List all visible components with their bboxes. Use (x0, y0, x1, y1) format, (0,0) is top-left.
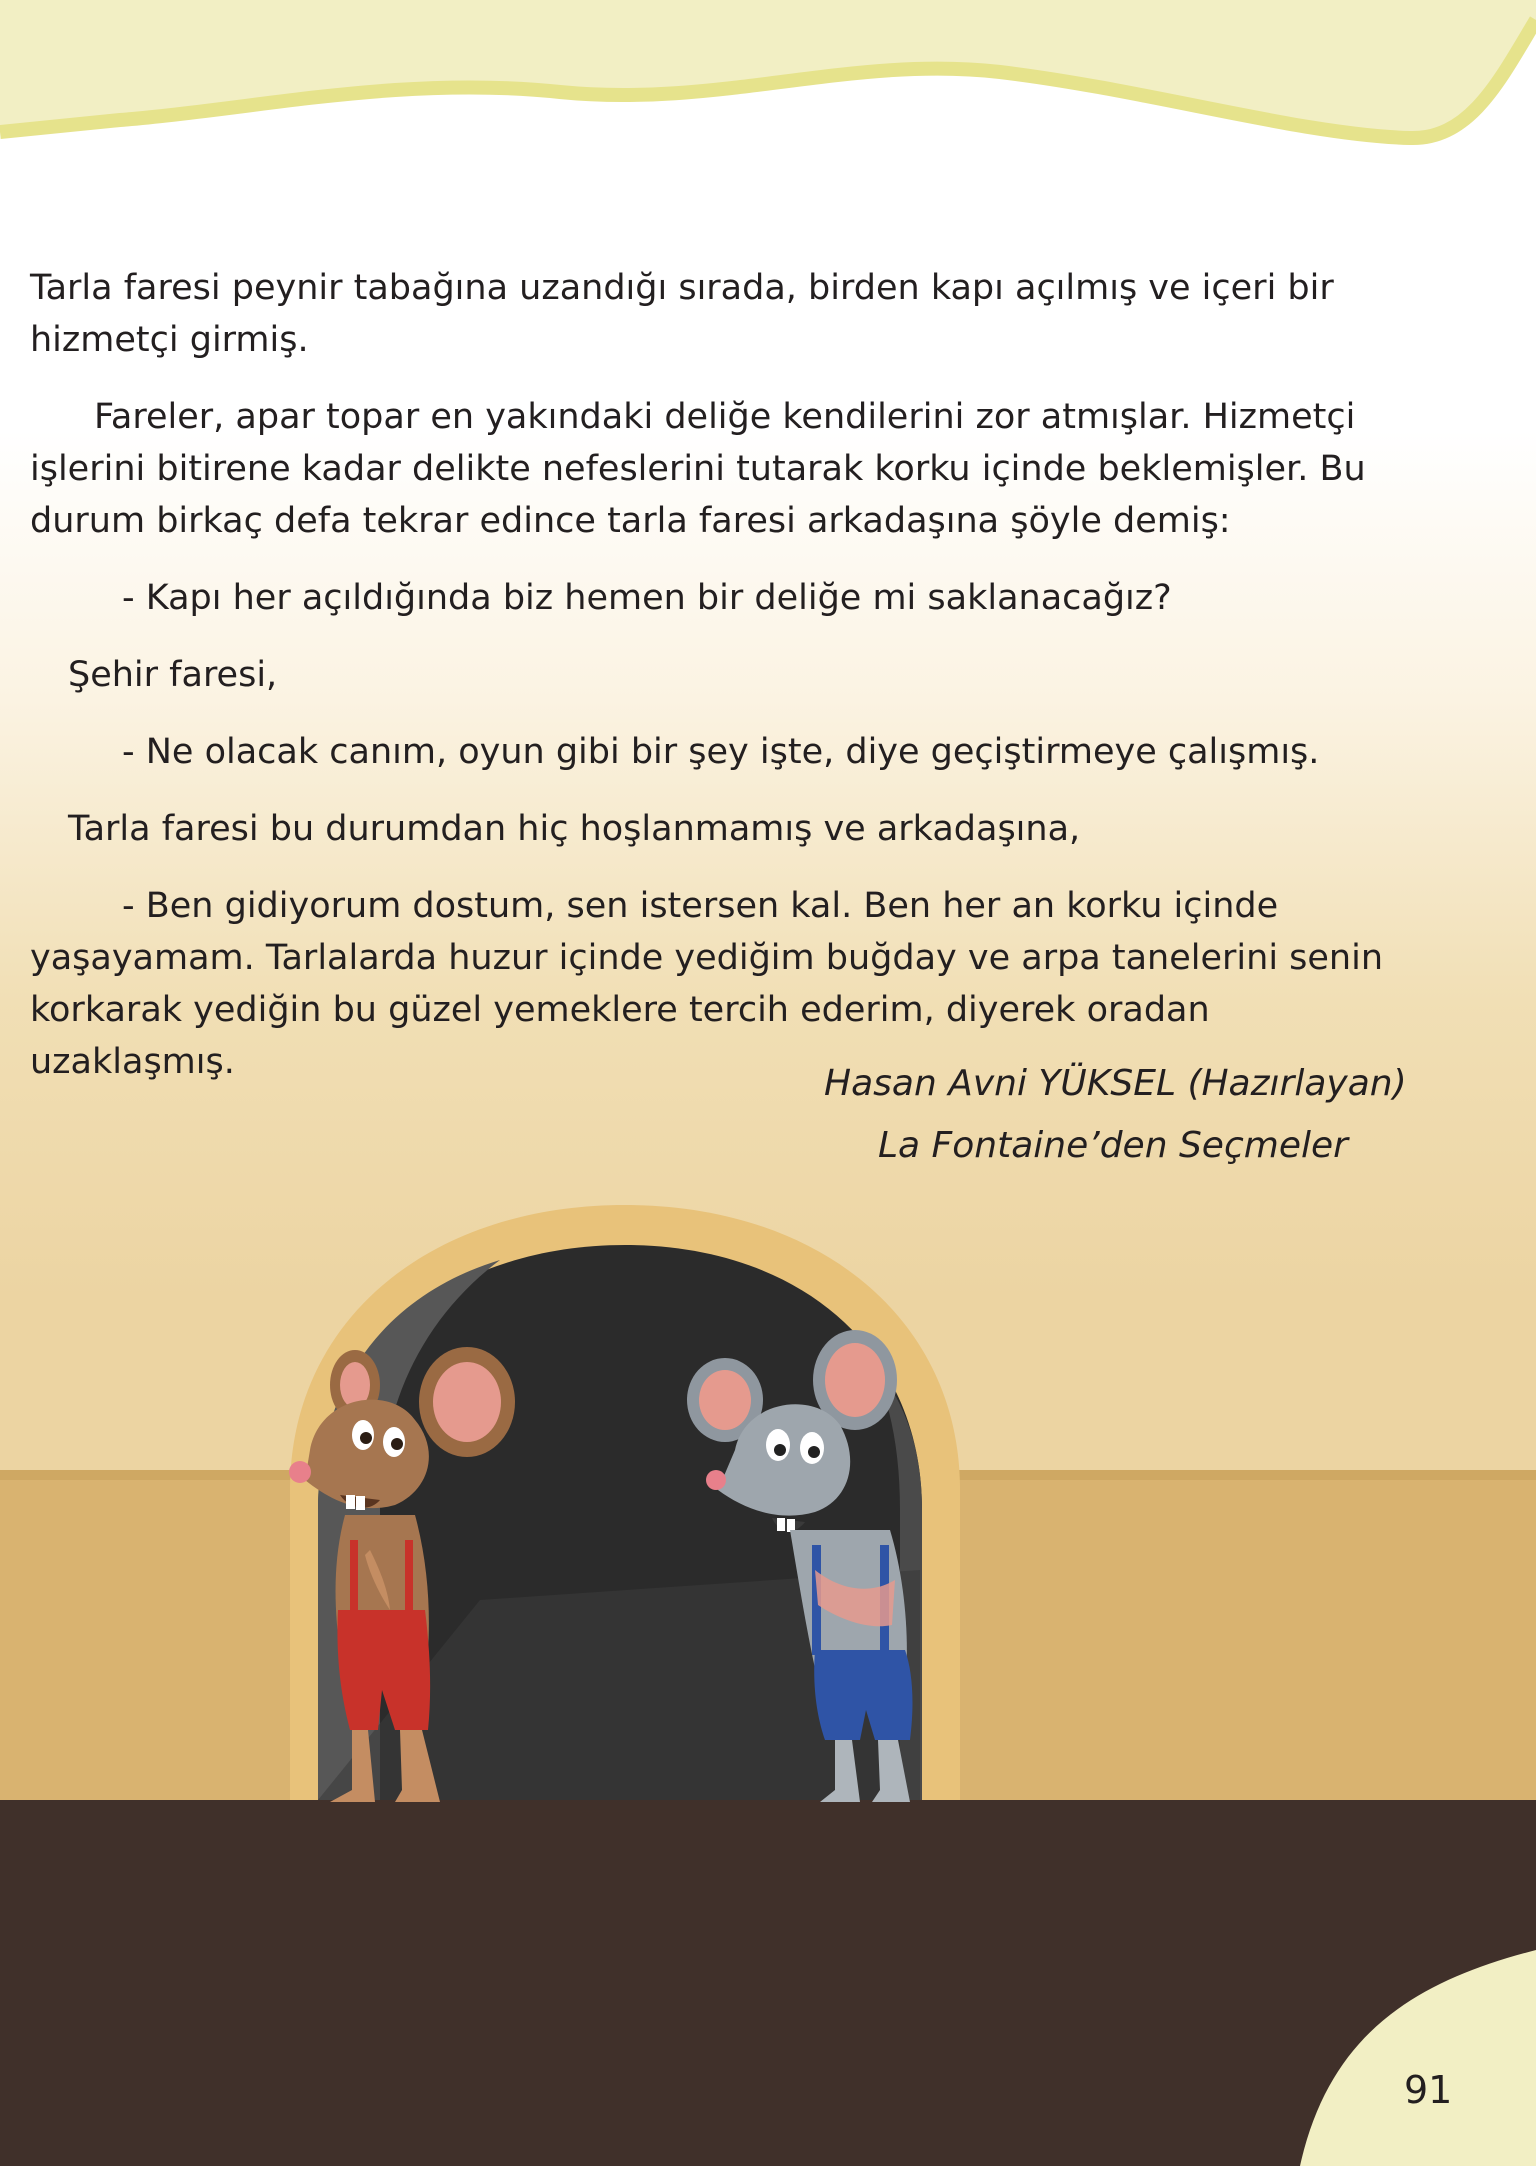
mouse-hole-illustration (0, 1150, 1536, 2166)
attribution-source: La Fontaine’den Seçmeler (878, 1125, 1348, 1166)
paragraph-final: - Ben gidiyorum dostum, sen istersen kal. Ben her an korku içinde yaşayamam. Tarlalarda huzur içinde yediğim buğday ve arpa tanelerini senin korkarak yediğin bu güzel yemeklere tercih ederim, diyerek oradan uzaklaşmış. (30, 886, 1384, 1082)
paragraph-1: Tarla faresi peynir tabağına uzandığı sırada, birden kapı açılmış ve içeri bir hizmetçi girmiş. (30, 268, 1334, 360)
dialog-line-2: - Ne olacak canım, oyun gibi bir şey işte, diye geçiştirmeye çalışmış. (122, 732, 1320, 772)
narration-line-1: Şehir faresi, (68, 655, 278, 695)
dialog-line-1: - Kapı her açıldığında biz hemen bir deliğe mi saklanacağız? (122, 578, 1172, 618)
page-number: 91 (1404, 2068, 1453, 2112)
attribution-author: Hasan Avni YÜKSEL (Hazırlayan) (824, 1063, 1407, 1104)
story-text (30, 262, 1400, 1088)
paragraph-2: Fareler, apar topar en yakındaki deliğe kendilerini zor atmışlar. Hizmetçi işlerini bitirene kadar delikte nefeslerini tutarak korku içinde beklemişler. Bu durum birkaç defa tekrar edince tarla faresi arkadaşına şöyle demiş: (30, 397, 1366, 541)
narration-line-2: Tarla faresi bu durumdan hiç hoşlanmamış ve arkadaşına, (68, 809, 1081, 849)
top-wave-decoration (0, 0, 1536, 160)
